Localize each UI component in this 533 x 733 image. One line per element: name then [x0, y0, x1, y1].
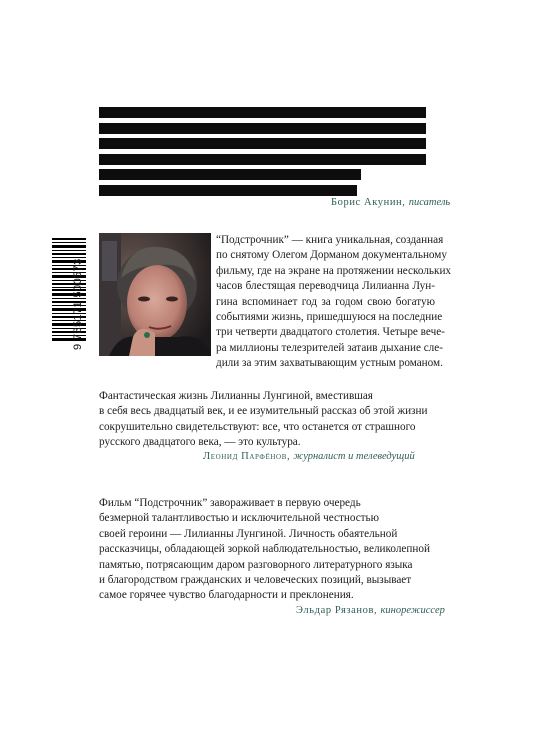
- author-role: писатель: [408, 197, 451, 208]
- quote-line: сокрушительно свидетельствуют: все, что останется от страшного: [99, 420, 416, 433]
- signature-parfenov: Леонид Парфёнов, журналист и телеведущий: [203, 451, 415, 462]
- quote-line: по снятому Олегом Дорманом документальному: [216, 249, 447, 262]
- quote-line: Фантастическая жизнь Лилианны Лунгиной, вместившая: [99, 390, 373, 402]
- quote-line: своей героини — Лилианны Лунгиной. Личность обаятельной: [99, 527, 398, 540]
- author-name: Эльдар Рязанов: [296, 605, 375, 616]
- quote-line: фильму, где на экране на протяжении нескольких: [216, 264, 452, 277]
- quote-line: дили за этим захватывающим устным романом.: [216, 357, 443, 370]
- quote-line: “Подстрочник” — книга уникальная, созданная: [216, 234, 444, 246]
- quote-line: безмерной талантливостью и исключительной честностью: [99, 512, 380, 525]
- quote-block-parfenov: [99, 389, 434, 451]
- quote-line: рассказчицы, обладающей зоркой наблюдательностью, великолепной: [99, 543, 430, 556]
- signature-ryazanov: Эльдар Рязанов, кинорежиссер: [296, 605, 445, 616]
- author-name: Борис Акунин: [331, 197, 403, 208]
- quote-line: гина вспоминает год за годом свою богатую: [216, 295, 435, 308]
- quote-line: часов блестящая переводчица Лилианна Лун-: [216, 280, 435, 293]
- quote-line: памятью, потрясающим даром разговорного литературного языка: [99, 558, 413, 571]
- quote-block-ryazanov: [99, 496, 434, 604]
- quote-line: и благородством гражданских и человеческих позиций, вызывает: [99, 574, 412, 587]
- quote-line: ра миллионы телезрителей затаив дыхание сле-: [216, 341, 443, 354]
- quote-block-book: [216, 233, 452, 372]
- signature-akunin: Борис Акунин, писатель: [331, 197, 451, 208]
- author-role: кинорежиссер: [380, 605, 445, 616]
- quote-line: в себя весь двадцатый век, и ее изумительный рассказ об этой жизни: [99, 405, 428, 418]
- quote-line: Фильм “Подстрочник” завораживает в первую очередь: [99, 497, 361, 509]
- author-role: журналист и телеведущий: [293, 451, 415, 462]
- isbn-number: 9 785171 500573: [72, 258, 84, 350]
- redacted-text-block: [99, 107, 426, 200]
- author-name: Леонид Парфёнов: [203, 451, 287, 462]
- quote-line: событиями жизнь, пришедшуюся на последние: [216, 311, 443, 324]
- portrait-photo: [99, 233, 211, 356]
- quote-line: три четверти двадцатого столетия. Четыре вече-: [216, 326, 445, 339]
- quote-line: русского двадцатого века, — это культура.: [99, 436, 301, 449]
- quote-line: самое горячее чувство благодарности и преклонения.: [99, 589, 354, 602]
